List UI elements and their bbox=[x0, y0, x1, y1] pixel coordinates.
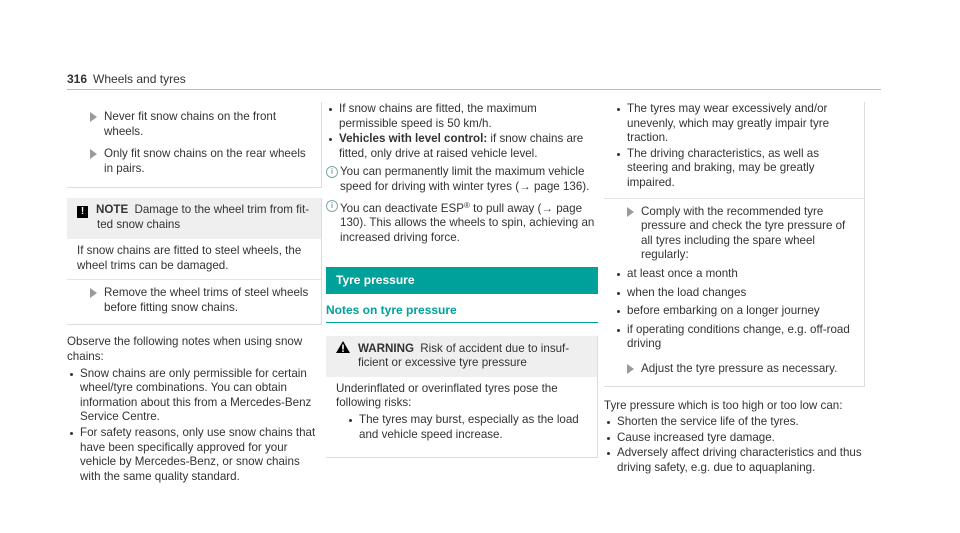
intro-text: Tyre pressure which is too high or too low can: bbox=[604, 398, 843, 412]
step-item: Never fit snow chains on the front wheels. bbox=[77, 110, 313, 139]
column-3 bbox=[604, 102, 865, 476]
note-body bbox=[67, 239, 321, 324]
info-icon: i bbox=[326, 166, 338, 178]
page-number: 316 bbox=[67, 72, 88, 86]
step-item: Comply with the recommended tyre pressure and check the tyre pressure of all tyres including the spare wheel regularly: bbox=[614, 205, 856, 263]
warning-icon bbox=[336, 341, 350, 353]
warning-label: WARNING bbox=[358, 341, 415, 355]
warning-body bbox=[326, 377, 597, 457]
warning-text: Underinflated or overinflated tyres pose the following risks: bbox=[336, 381, 558, 410]
step-item: Adjust the tyre pressure as necessary. bbox=[614, 362, 856, 377]
section-title: Tyre pressure bbox=[326, 267, 598, 294]
bullet-list bbox=[67, 367, 322, 485]
intro-text: Observe the following notes when using snow chains: bbox=[67, 335, 303, 363]
page-header bbox=[67, 72, 186, 87]
step-arrow-icon bbox=[627, 364, 634, 374]
step-arrow-icon bbox=[90, 112, 97, 122]
step-arrow-icon bbox=[90, 149, 97, 159]
note-label: NOTE bbox=[96, 203, 129, 217]
note-box bbox=[67, 198, 322, 325]
list-item: The tyres may burst, especially as the load and vehicle speed increase. bbox=[346, 413, 589, 442]
list-item: If snow chains are fitted, the maximum permissible speed is 50 km/h. bbox=[326, 102, 598, 131]
warning-header: WARNING Risk of accident due to insuf- ficient or excessive tyre pressure bbox=[326, 336, 597, 377]
divider bbox=[604, 198, 864, 199]
list-item: Vehicles with level control: if snow chains are fitted, only drive at raised vehicle level. bbox=[326, 132, 598, 161]
steps-box bbox=[67, 102, 322, 188]
tip-item: i You can deactivate ESP® to pull away (→ page 130). This allows the wheels to spin, achieving an increased driving force. bbox=[326, 199, 598, 246]
bullet-list bbox=[604, 415, 865, 475]
info-icon: i bbox=[326, 200, 338, 212]
list-item: Adversely affect driving characteristics and thus driving safety, e.g. due to aquaplaning. bbox=[604, 446, 865, 475]
list-item: For safety reasons, only use snow chains that have been specifically approved for your vehicle by Mercedes-Benz, or snow chains with the same quality standard. bbox=[67, 426, 322, 484]
step-item: Only fit snow chains on the rear wheels in pairs. bbox=[77, 147, 313, 176]
bullet-list bbox=[614, 102, 856, 191]
list-item: at least once a month bbox=[614, 267, 856, 282]
page-title: Wheels and tyres bbox=[93, 72, 186, 86]
warning-continued-box bbox=[604, 102, 865, 387]
list-item: when the load changes bbox=[614, 286, 856, 301]
note-text: If snow chains are fitted to steel wheels, the wheel trims can be damaged. bbox=[77, 243, 302, 272]
list-item: Cause increased tyre damage. bbox=[604, 431, 865, 446]
list-item: Shorten the service life of the tyres. bbox=[604, 415, 865, 430]
subsection-title: Notes on tyre pressure bbox=[326, 303, 598, 323]
tip-item: i You can permanently limit the maximum vehicle speed for driving with winter tyres (→ page 136). bbox=[326, 165, 598, 194]
list-item: The driving characteristics, as well as steering and braking, may be greatly impaired. bbox=[614, 147, 856, 191]
list-item: The tyres may wear excessively and/or unevenly, which may greatly impair tyre traction. bbox=[614, 102, 856, 146]
list-item: Snow chains are only permissible for certain wheel/tyre combinations. You can obtain information about this from a Mercedes-Benz Service Centre. bbox=[67, 367, 322, 425]
column-2 bbox=[326, 102, 598, 458]
header-rule bbox=[67, 89, 881, 90]
list-item: if operating conditions change, e.g. off-road driving bbox=[614, 323, 856, 352]
bullet-list bbox=[326, 102, 598, 161]
bullet-list bbox=[346, 413, 589, 442]
step-arrow-icon bbox=[90, 288, 97, 298]
bullet-list bbox=[614, 267, 856, 352]
note-header: ! NOTE Damage to the wheel trim from fit- ted snow chains bbox=[67, 198, 321, 239]
column-1 bbox=[67, 102, 322, 485]
warning-box bbox=[326, 336, 598, 459]
step-item: Remove the wheel trims of steel wheels before fitting snow chains. bbox=[77, 286, 313, 315]
step-arrow-icon bbox=[627, 207, 634, 217]
list-item: before embarking on a longer journey bbox=[614, 304, 856, 319]
divider bbox=[67, 279, 321, 280]
exclamation-icon: ! bbox=[77, 206, 88, 218]
